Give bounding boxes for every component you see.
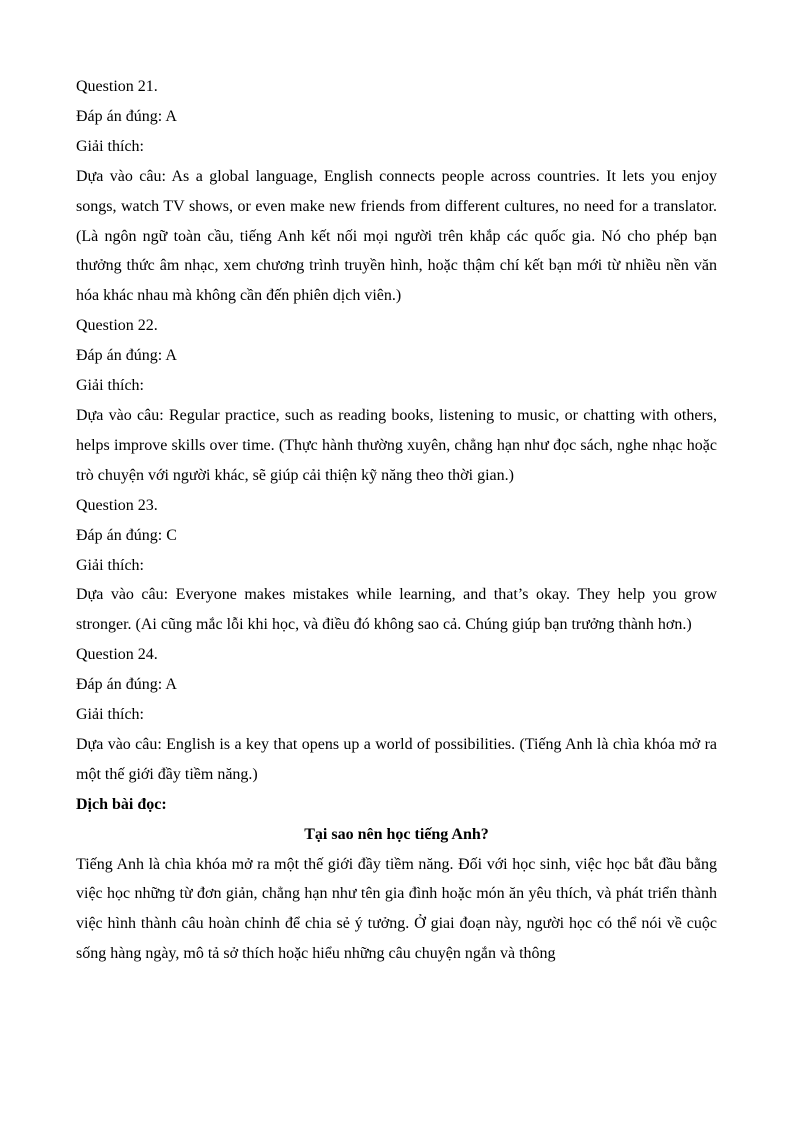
document-page [76,72,717,969]
question-block [76,311,717,490]
question-block [76,72,717,311]
explanation-text: Dựa vào câu: As a global language, English connects people across countries. It lets you enjoy songs, watch TV shows, or even make new friends from different cultures, no need for a translator. (Là ngôn ngữ toàn cầu, tiếng Anh kết nối mọi người trên khắp các quốc gia. Nó cho phép bạn thưởng thức âm nhạc, xem chương trình truyền hình, hoặc thậm chí kết bạn mới từ nhiều nền văn hóa khác nhau mà không cần đến phiên dịch viên.) [76,167,717,305]
explanation-label: Giải thích: [76,556,144,574]
question-number: Question 23. [76,496,158,514]
explanation-text: Dựa vào câu: Regular practice, such as reading books, listening to music, or chatting with others, helps improve skills over time. (Thực hành thường xuyên, chẳng hạn như đọc sách, nghe nhạc hoặc trò chuyện với người khác, sẽ giúp cải thiện kỹ năng theo thời gian.) [76,406,717,484]
explanation-text: Dựa vào câu: English is a key that opens up a world of possibilities. (Tiếng Anh là chìa khóa mở ra một thế giới đầy tiềm năng.) [76,735,717,783]
translation-section [76,790,717,969]
correct-answer: Đáp án đúng: A [76,107,177,125]
question-block [76,491,717,641]
translation-title: Tại sao nên học tiếng Anh? [304,825,489,843]
translation-heading: Dịch bài đọc: [76,795,167,813]
question-block [76,640,717,790]
explanation-label: Giải thích: [76,706,144,724]
question-number: Question 24. [76,646,158,664]
explanation-label: Giải thích: [76,137,144,155]
translation-paragraph: Tiếng Anh là chìa khóa mở ra một thế giới đầy tiềm năng. Đối với học sinh, việc học bắt đầu bằng việc học những từ đơn giản, chẳng hạn như tên gia đình hoặc món ăn yêu thích, và phát triển thành việc hình thành câu hoàn chỉnh để chia sẻ ý tưởng. Ở giai đoạn này, người học có thể nói về cuộc sống hàng ngày, mô tả sở thích hoặc hiểu những câu chuyện ngắn và thông [76,855,717,963]
correct-answer: Đáp án đúng: C [76,526,177,544]
question-number: Question 22. [76,317,158,335]
explanation-label: Giải thích: [76,377,144,395]
question-number: Question 21. [76,78,158,95]
correct-answer: Đáp án đúng: A [76,347,177,365]
correct-answer: Đáp án đúng: A [76,676,177,694]
explanation-text: Dựa vào câu: Everyone makes mistakes while learning, and that’s okay. They help you grow stronger. (Ai cũng mắc lỗi khi học, và điều đó không sao cả. Chúng giúp bạn trưởng thành hơn.) [76,586,717,634]
